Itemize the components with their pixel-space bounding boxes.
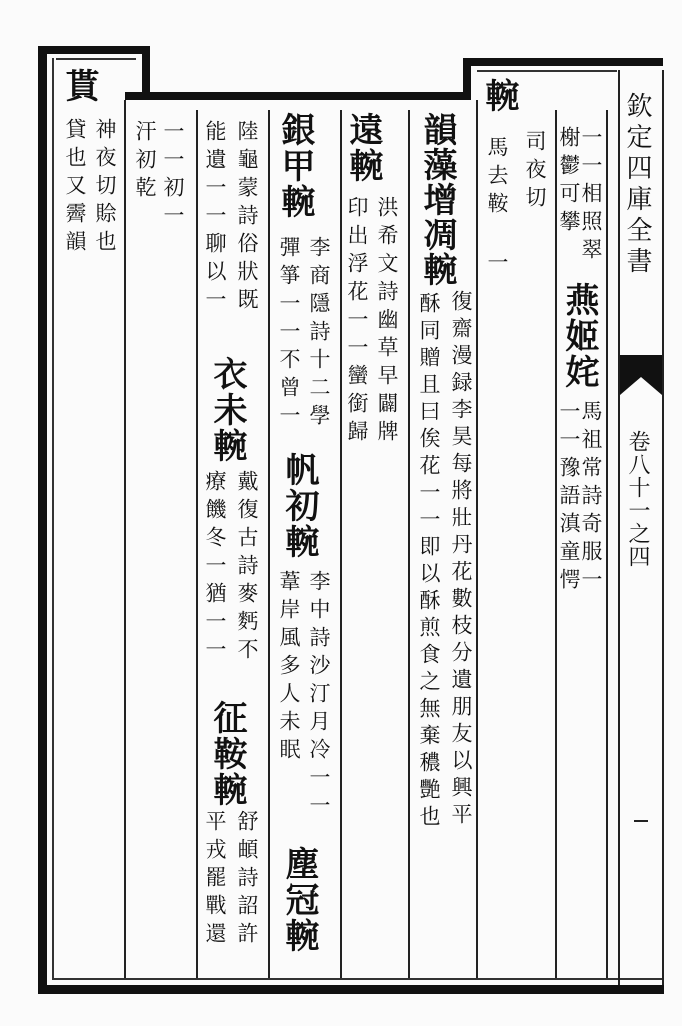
citation-text: 舒頔詩詔許 [235, 810, 259, 950]
headword: 韻藻增凋䡝 [417, 112, 457, 287]
inner-border-left [52, 58, 54, 978]
headword: 遠䡝 [343, 112, 383, 184]
margin-band-rule-right [662, 70, 664, 985]
citation-text: 陸龜蒙詩俗狀既 [235, 120, 259, 316]
citation-text: 戴復古詩麥麫不 [235, 470, 259, 666]
frame-step-right [463, 58, 471, 100]
margin-dash [634, 820, 648, 822]
citation-text: 酥同贈且曰俟花一一即以酥煎食之無棄穠艷也 [417, 292, 441, 832]
frame-border-bottom [38, 985, 664, 994]
headword: 衣未䡝 [207, 356, 247, 464]
headword: 征鞍䡝 [207, 700, 247, 808]
frame-border-top-middle [125, 92, 463, 100]
gloss-text: 貸也又霽韻 [63, 118, 87, 258]
running-head-volume: 卷八十一之四 [625, 430, 650, 568]
gloss-text: 馬去鞍 一 [485, 136, 509, 279]
citation-text: 一一初一 [161, 120, 185, 232]
inner-border-top-right [477, 70, 617, 72]
fishtail-mark [620, 355, 662, 395]
frame-border-top-left [38, 46, 150, 54]
frame-border-top-right [463, 58, 663, 66]
running-head-book-title: 欽定四庫全書 [622, 92, 652, 278]
headword: 銀甲䡝 [275, 112, 315, 220]
headword: 䡝 [479, 78, 519, 114]
inner-border-bottom [52, 978, 664, 980]
quote-text: 榭鬱可攀 [557, 126, 581, 238]
column-rule [268, 110, 270, 978]
headword: 塵冠䡝 [279, 846, 319, 954]
quote-text: 一一相照翠 [579, 126, 603, 266]
citation-text: 李中詩沙汀月冷一一 [307, 570, 331, 822]
citation-text: 洪希文詩幽草早闢牌 [375, 196, 399, 448]
citation-text: 能遺一一聊以一 [203, 120, 227, 316]
gloss-text: 神夜切賒也 [93, 118, 117, 258]
citation-text: 平戎罷戰還 [203, 810, 227, 950]
column-rule [408, 110, 410, 978]
column-rule [606, 110, 608, 978]
citation-text: 馬祖常詩奇服一 [579, 400, 603, 596]
gloss-text: 司夜切 [523, 130, 547, 214]
inner-border-top-left [56, 58, 136, 60]
margin-band-rule-left [618, 70, 620, 985]
headword: 帆初䡝 [279, 452, 319, 560]
column-rule [124, 100, 126, 978]
column-rule [476, 100, 478, 978]
citation-text: 李商隱詩十二學 [307, 236, 331, 432]
citation-text: 彈箏一一不曾一 [277, 236, 301, 432]
citation-text: 汗初乾 [133, 120, 157, 204]
citation-text: 一一豫語滇童愕 [557, 400, 581, 596]
citation-text: 印出浮花一一蠻銜歸 [345, 196, 369, 448]
citation-text: 療饑冬一猶一一 [203, 470, 227, 666]
headword: 貰 [59, 68, 99, 104]
citation-text: 葦岸風多人未眠 [277, 570, 301, 766]
frame-step-left [142, 46, 150, 100]
citation-text: 復齋漫録李昊每將壯丹花數枝分遺朋友以興平 [449, 290, 473, 830]
column-rule [340, 110, 342, 978]
column-rule [196, 110, 198, 978]
headword: 燕姬姹 [559, 282, 599, 390]
frame-border-left [38, 46, 47, 994]
